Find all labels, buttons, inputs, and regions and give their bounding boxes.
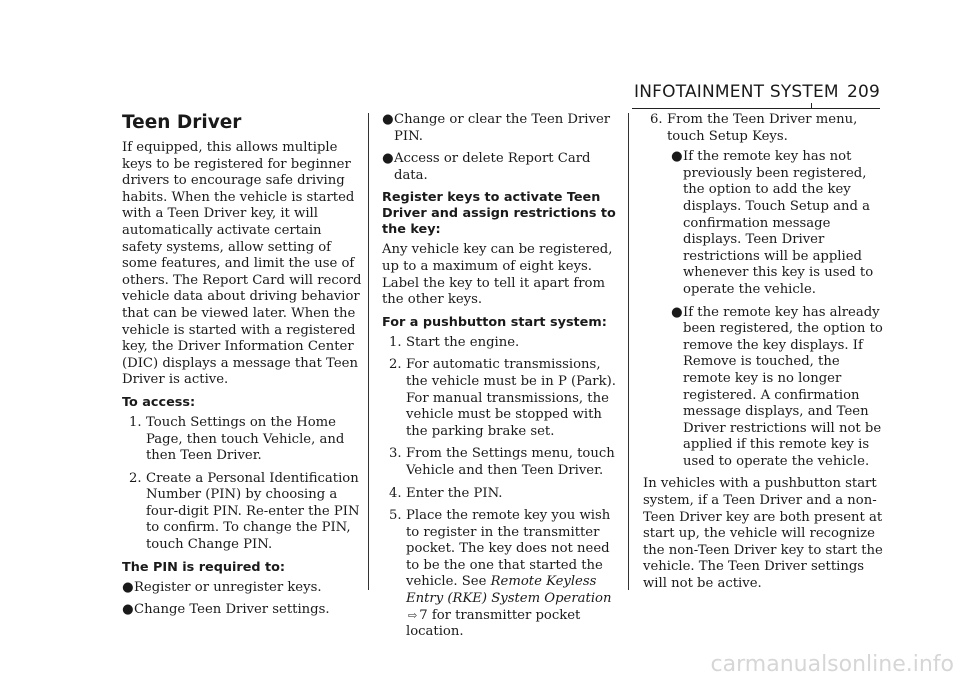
list-item: [667, 149, 883, 298]
header-rule-tick: [811, 103, 812, 108]
column-3: [643, 112, 883, 599]
step-text: Create a Personal Identification Number (PIN) by choosing a four-digit PIN. Re-enter the PIN to confirm. To change the PIN, touch Change PIN.: [146, 470, 360, 553]
step-text: From the Teen Driver menu, touch Setup Keys.: [667, 112, 858, 144]
step-text-tail: for transmitter pocket location.: [406, 607, 581, 640]
list-item: [382, 112, 618, 145]
closing-paragraph: In vehicles with a pushbutton start system, if a Teen Driver and a non-Teen Driver key are both present at start up, the vehicle will recognize the non-Teen Driver key to start the vehicle. The Teen Driver settings will not be active.: [643, 476, 883, 592]
watermark: carmanualsonline.info: [710, 652, 954, 677]
column-1: [122, 112, 362, 625]
pin-bullets: [122, 580, 362, 619]
bullet-text: Access or delete Report Card data.: [394, 151, 591, 183]
access-heading: To access:: [122, 394, 196, 410]
step-text: From the Settings menu, touch Vehicle and then Teen Driver.: [406, 446, 615, 478]
pin-heading: The PIN is required to:: [122, 559, 286, 575]
page-header: [622, 82, 880, 106]
step-number: 6.: [650, 112, 663, 127]
column-divider-2: [628, 113, 629, 590]
header-rule: [632, 108, 880, 109]
column-2: [382, 112, 618, 647]
list-item: [643, 112, 883, 470]
page-reference-number[interactable]: 7: [419, 607, 428, 623]
step-number: 4.: [389, 485, 402, 501]
list-item: [667, 305, 883, 471]
step-text: For automatic transmissions, the vehicle must be in P (Park). For manual transmissions, the vehicle must be stopped with the parking brake set.: [406, 357, 616, 439]
bullet-icon: ●: [382, 112, 394, 127]
bullet-text: If the remote key has already been registered, the option to remove the key displays. If Remove is touched, the remote key is no longer registered. A confirmation message displays, and Teen Driver restrictions will not be applied if this remote key is used to operate the vehicle.: [683, 304, 883, 469]
page-number: 209: [846, 82, 880, 102]
step-text: Start the engine.: [406, 334, 520, 350]
bullet-icon: ●: [671, 304, 683, 320]
list-item: [382, 151, 618, 184]
step-number: 1.: [129, 414, 142, 430]
step-number: 2.: [389, 357, 402, 373]
bullet-icon: ●: [671, 149, 683, 165]
setup-keys-bullets: [667, 149, 883, 470]
step-text: Place the remote key you wish to register in the transmitter pocket. The key does not need to be the one that started the vehicle. See: [406, 508, 611, 590]
step-number: 5.: [389, 508, 402, 524]
list-item: [382, 486, 618, 503]
step-number: 2.: [129, 470, 142, 486]
pin-bullets-continued: [382, 112, 618, 184]
step-number: 3.: [389, 446, 402, 462]
bullet-icon: ●: [382, 151, 394, 167]
step-number: 1.: [389, 334, 402, 350]
bullet-text: Register or unregister keys.: [134, 579, 322, 595]
pushbutton-heading: For a pushbutton start system:: [382, 314, 607, 330]
pushbutton-steps: [382, 335, 618, 641]
step-text: Touch Settings on the Home Page, then touch Vehicle, and then Teen Driver.: [146, 414, 345, 464]
cross-reference-link[interactable]: Remote Keyless Entry (RKE) System Operation: [406, 574, 612, 607]
article-title: Teen Driver: [122, 112, 242, 133]
intro-paragraph: If equipped, this allows multiple keys to be registered for beginner drivers to encourage safe driving habits. When the vehicle is started with a Teen Driver key, it will automatically activate certain safety systems, allow setting of some features, and limit the use of others. The Report Card will record vehicle data about driving behavior that can be viewed later. When the vehicle is started with a registered key, the Driver Information Center (DIC) displays a message that Teen Driver is active.: [122, 140, 362, 388]
list-item: [122, 471, 362, 554]
list-item: [382, 357, 618, 440]
list-item: [122, 415, 362, 465]
column-divider-1: [368, 113, 369, 590]
bullet-text: Change Teen Driver settings.: [134, 602, 330, 618]
page-reference-arrow-icon: ⇨: [408, 608, 418, 622]
pushbutton-steps-continued: [643, 112, 883, 470]
register-heading: Register keys to activate Teen Driver and assign restrictions to the key:: [382, 190, 616, 238]
list-item: [382, 335, 618, 352]
list-item: [122, 602, 362, 619]
access-steps: [122, 415, 362, 554]
step-text: Enter the PIN.: [406, 485, 503, 501]
list-item: [382, 446, 618, 479]
section-title: INFOTAINMENT SYSTEM: [634, 82, 839, 102]
bullet-icon: ●: [122, 579, 134, 595]
register-paragraph: Any vehicle key can be registered, up to a maximum of eight keys. Label the key to tell it apart from the other keys.: [382, 242, 613, 308]
bullet-text: Change or clear the Teen Driver PIN.: [394, 112, 611, 144]
list-item: [122, 580, 362, 597]
list-item: [382, 508, 618, 641]
bullet-text: If the remote key has not previously been registered, the option to add the key displays. Touch Setup and a confirmation message displays. Teen Driver restrictions will be applied whenever this key is used to operate the vehicle.: [683, 149, 874, 297]
bullet-icon: ●: [122, 602, 134, 618]
